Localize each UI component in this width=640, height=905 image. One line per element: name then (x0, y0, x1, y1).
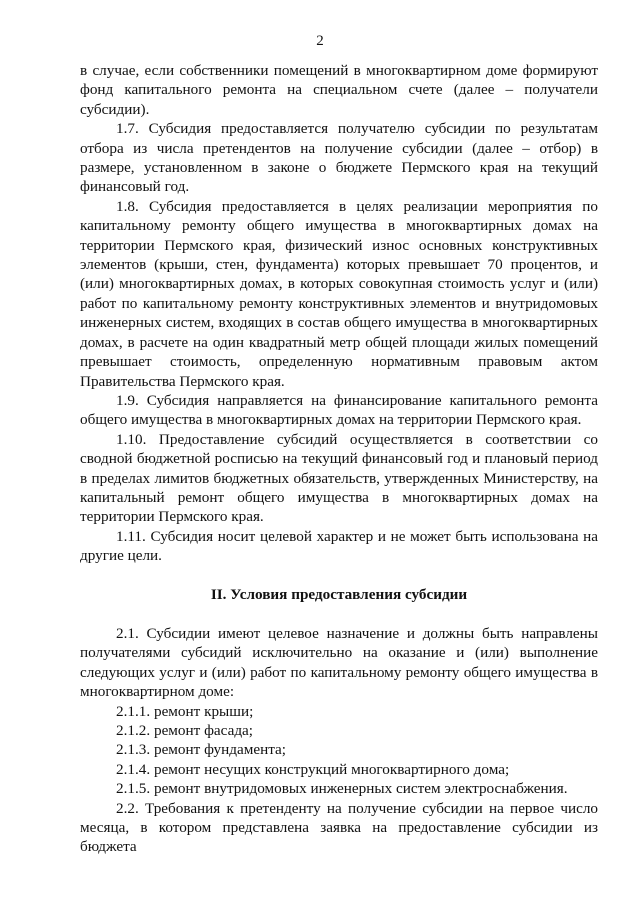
section-heading: II. Условия предоставления субсидии (210, 585, 468, 603)
paragraph-intro: в случае, если собственники помещений в многоквартирном доме формируют фонд капитального ремонта на специальном счете (далее – получатели субсидии). (80, 62, 598, 118)
list-item: 2.1.5. ремонт внутридомовых инженерных систем электроснабжения. (116, 780, 568, 798)
list-item: 2.1.4. ремонт несущих конструкций многоквартирного дома; (116, 760, 510, 778)
paragraph-2-2: 2.2. Требования к претенденту на получение субсидии на первое число месяца, в котором представлена заявка на предоставление субсидии из бюджета (80, 799, 598, 856)
document-body (80, 61, 598, 857)
paragraph-1-11: 1.11. Субсидия носит целевой характер и не может быть использована на другие цели. (80, 527, 598, 565)
page-number: 2 (316, 33, 324, 49)
paragraph-1-9: 1.9. Субсидия направляется на финансирование капитального ремонта общего имущества в многоквартирных домах на территории Пермского края. (80, 391, 598, 429)
paragraph-2-1: 2.1. Субсидии имеют целевое назначение и должны быть направлены получателями субсидий исключительно на оказание и (или) выполнение следующих услуг и (или) работ по капитальному ремонту общего имущества в многоквартирном доме: (80, 624, 598, 701)
list-item: 2.1.3. ремонт фундамента; (116, 741, 286, 759)
paragraph-1-10: 1.10. Предоставление субсидий осуществляется в соответствии со сводной бюджетной росписью на текущий финансовый год и плановый период в пределах лимитов бюджетных обязательств, утвержденных Министерству, на капитальный ремонт общего имущества в многоквартирных домах на территории Пермского края. (80, 430, 598, 526)
list-item: 2.1.1. ремонт крыши; (116, 702, 254, 720)
paragraph-1-7: 1.7. Субсидия предоставляется получателю субсидии по результатам отбора из числа претендентов на получение субсидии (далее – отбор) в размере, установленном в законе о бюджете Пермского края на текущий финансовый год. (80, 120, 598, 196)
list-item: 2.1.2. ремонт фасада; (116, 722, 254, 739)
paragraph-1-8: 1.8. Субсидия предоставляется в целях реализации мероприятия по капитальному ремонту общего имущества в многоквартирных домах на территории Пермского края, физический износ основных конструктивных элементов (крыши, стен, фундамента) которых превышает 70 процентов, и (или) многоквартирных домах, в которых совокупная стоимость услуг и (или) работ по капитальному ремонту конструктивных элементов и внутридомовых инженерных систем, входящих в состав общего имущества в многоквартирных домах, в расчете на один квадратный метр общей площади жилых помещений превышает стоимость, определенную нормативным правовым актом Правительства Пермского края. (80, 197, 598, 390)
